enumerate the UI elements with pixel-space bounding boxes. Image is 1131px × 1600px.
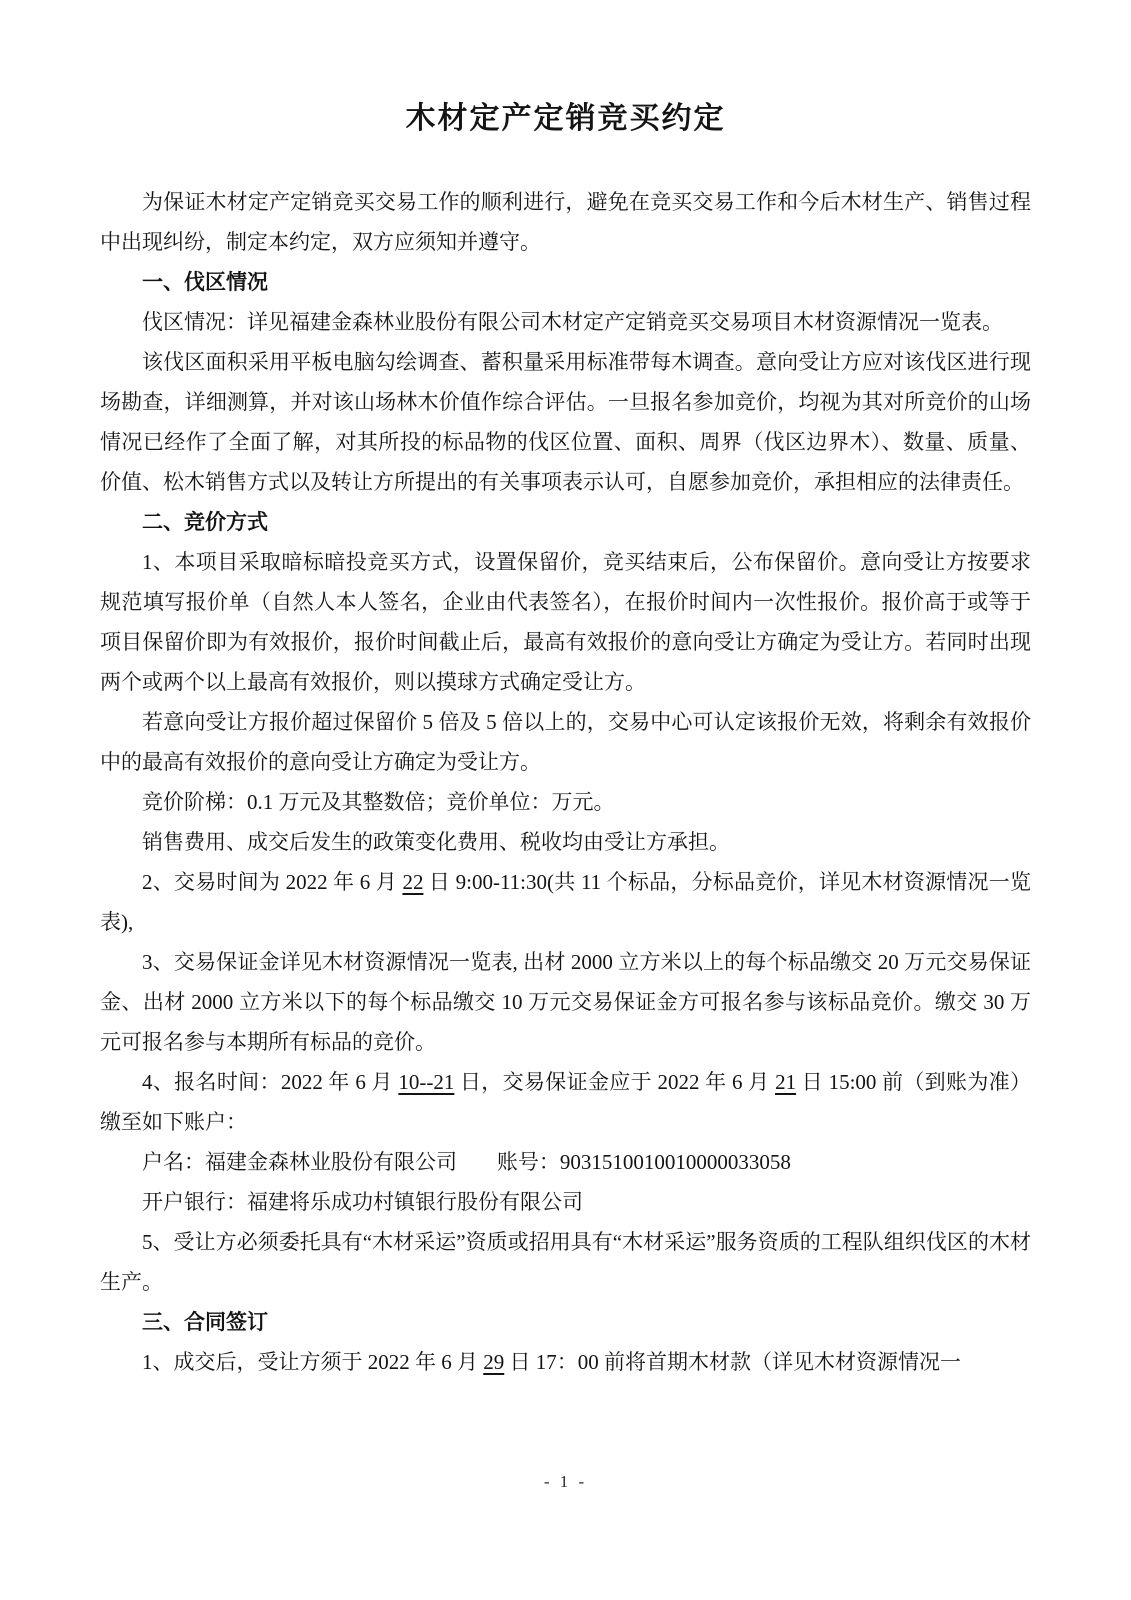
text-segment: 日 15:00 前（到账为准）缴至如下账户：: [100, 1070, 1031, 1134]
bid-increment-paragraph: 竞价阶梯：0.1 万元及其整数倍；竞价单位：万元。: [142, 790, 615, 814]
text-segment: 日 17：00 前将首期木材款（详见木材资源情况一: [504, 1350, 961, 1374]
account-line: [100, 1142, 1031, 1182]
account-holder-label: 户名：: [142, 1150, 205, 1174]
underlined-deposit-deadline: 21: [775, 1070, 797, 1094]
account-holder-value: 福建金森林业股份有限公司: [205, 1150, 457, 1174]
underlined-registration-dates: 10--21: [398, 1070, 455, 1094]
underlined-payment-date: 29: [483, 1350, 505, 1374]
account-number-value: 9031510010010000033058: [559, 1150, 791, 1174]
document-title: 木材定产定销竞买约定: [405, 102, 726, 135]
deposit-paragraph: 3、交易保证金详见木材资源情况一览表, 出材 2000 立方米以上的每个标品缴交 20 万元交易保证金、出材 2000 立方米以下的每个标品缴交 10 万元交易保证金方可报名参与该标品竞价。缴交 30 万元可报名参与本期所有标品的竞价。: [100, 950, 1031, 1054]
registration-paragraph: [100, 1062, 1031, 1142]
intro-paragraph: 为保证木材定产定销竞买交易工作的顺利进行，避免在竞买交易工作和今后木材生产、销售过程中出现纠纷，制定本约定，双方应须知并遵守。: [100, 190, 1031, 254]
text-segment: 日，交易保证金应于 2022 年 6 月: [454, 1070, 776, 1094]
text-segment: 1、成交后，受让方须于 2022 年 6 月: [142, 1350, 484, 1374]
page-number: - 1 -: [543, 1472, 588, 1491]
section-felling-area-heading: 一、伐区情况: [142, 270, 268, 294]
felling-area-survey-paragraph: 该伐区面积采用平板电脑勾绘调查、蓄积量采用标准带每木调查。意向受让方应对该伐区进行现场勘查，详细测算，并对该山场林木价值作综合评估。一旦报名参加竞价，均视为其对所竞价的山场情况已经作了全面了解，对其所投的标品物的伐区位置、面积、周界（伐区边界木）、数量、质量、价值、松木销售方式以及转让方所提出的有关事项表示认可，自愿参加竞价，承担相应的法律责任。: [100, 350, 1031, 494]
account-number-label: 账号：: [496, 1150, 560, 1174]
text-segment: 4、报名时间：2022 年 6 月: [142, 1070, 399, 1094]
text-segment: 日 9:00-11:30(共 11 个标品，分标品竞价，详见木材资源情况一览表),: [100, 870, 1031, 934]
section-contract-signing-heading: 三、合同签订: [142, 1310, 268, 1334]
fees-paragraph: 销售费用、成交后发生的政策变化费用、税收均由受让方承担。: [142, 830, 730, 854]
logging-qualification-paragraph: 5、受让方必须委托具有“木材采运”资质或招用具有“木材采运”服务资质的工程队组织伐区的木材生产。: [100, 1230, 1031, 1294]
underlined-trade-date: 22: [402, 870, 424, 894]
over-reserve-price-paragraph: 若意向受让方报价超过保留价 5 倍及 5 倍以上的，交易中心可认定该报价无效，将剩余有效报价中的最高有效报价的意向受让方确定为受让方。: [100, 710, 1031, 774]
contract-signing-paragraph: [100, 1342, 1031, 1382]
text-segment: 2、交易时间为 2022 年 6 月: [142, 870, 403, 894]
bank-line: 开户银行：福建将乐成功村镇银行股份有限公司: [142, 1190, 583, 1214]
section-bidding-method-heading: 二、竞价方式: [142, 510, 268, 534]
trade-time-paragraph: [100, 862, 1031, 942]
felling-area-overview-paragraph: 伐区情况：详见福建金森林业股份有限公司木材定产定销竞买交易项目木材资源情况一览表。: [142, 310, 1003, 334]
bidding-method-paragraph: 1、本项目采取暗标暗投竞买方式，设置保留价，竞买结束后，公布保留价。意向受让方按要求规范填写报价单（自然人本人签名，企业由代表签名），在报价时间内一次性报价。报价高于或等于项目保留价即为有效报价，报价时间截止后，最高有效报价的意向受让方确定为受让方。若同时出现两个或两个以上最高有效报价，则以摸球方式确定受让方。: [100, 550, 1031, 694]
